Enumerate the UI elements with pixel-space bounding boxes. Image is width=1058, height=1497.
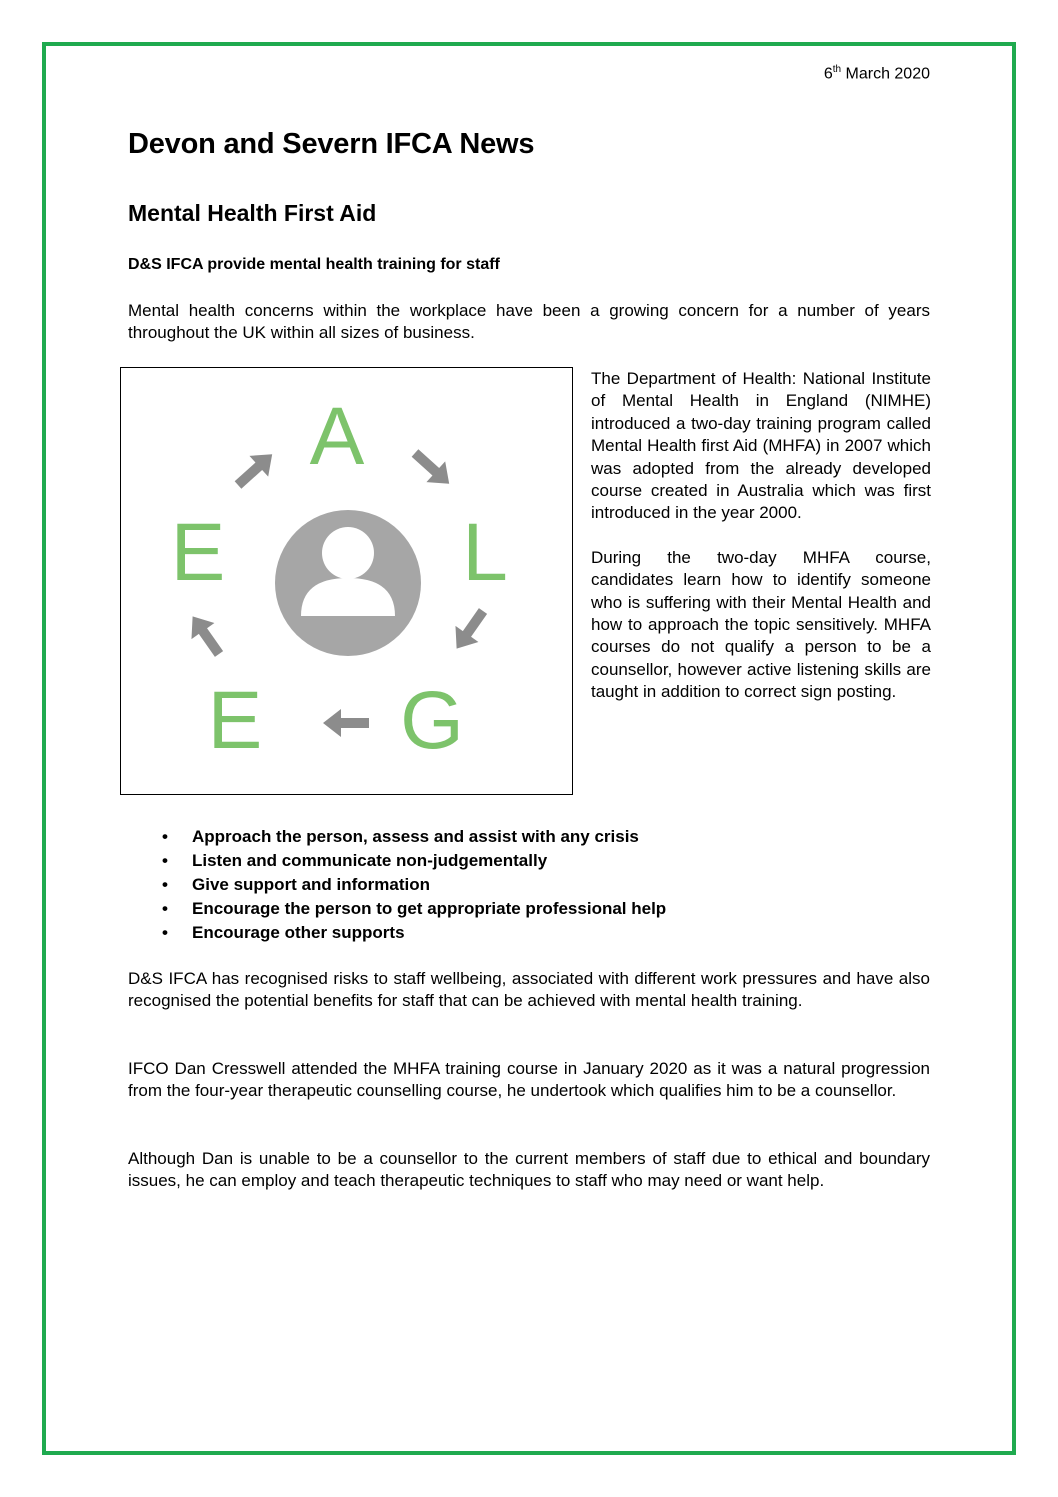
article-title: Mental Health First Aid — [128, 200, 377, 226]
bullet-icon: • — [162, 851, 168, 870]
bullet-item — [150, 873, 666, 897]
bullet-icon: • — [162, 899, 168, 918]
date-day: 6 — [823, 65, 833, 83]
body-paragraph: IFCO Dan Cresswell attended the MHFA training course in January 2020 as it was a natural progression from the four-year therapeutic counselling course, he undertook which qualifies him to be a counsellor. — [128, 1059, 930, 1100]
person-icon — [275, 510, 421, 656]
arrow-icon-left — [181, 608, 230, 662]
bullet-text: Listen and communicate non-judgementally — [192, 851, 548, 870]
bullet-icon: • — [162, 875, 168, 894]
arrow-icon-right — [445, 603, 494, 657]
bullet-text: Encourage the person to get appropriate professional help — [192, 899, 667, 918]
side-paragraph: The Department of Health: National Institute of Mental Health in England (NIMHE) introduced a two-day training program called Mental Health first Aid (MHFA) in 2007 which was adopted from the already developed course created in Australia which was first introduced in the year 2000. — [591, 369, 931, 523]
article-strapline: D&S IFCA provide mental health training for staff — [128, 256, 500, 273]
bullet-text: Encourage other supports — [192, 923, 405, 942]
algee-figure — [120, 367, 573, 795]
side-paragraph: During the two-day MHFA course, candidates learn how to identify someone who is suffering with their Mental Health and how to approach the topic sensitively. MHFA courses do not qualify a person to be a counsellor, however active listening skills are taught in addition to correct sign posting. — [591, 547, 931, 702]
arrow-icon-top-right — [406, 443, 459, 495]
figure-letter-l: L — [462, 507, 508, 598]
date-rest: March 2020 — [841, 65, 930, 83]
body-paragraph: D&S IFCA has recognised risks to staff wellbeing, associated with different work pressures and have also recognised the potential benefits for staff that can be achieved with mental health training. — [128, 969, 930, 1010]
figure-letter-e-bottom: E — [207, 675, 263, 766]
figure-letter-g: G — [400, 675, 464, 766]
arrow-icon-bottom — [323, 709, 369, 737]
bullet-text: Approach the person, assess and assist with any crisis — [192, 827, 639, 846]
bullet-item — [150, 897, 666, 921]
side-column — [591, 368, 931, 726]
bullet-item — [150, 849, 666, 873]
bullet-list — [150, 825, 666, 945]
bullet-item — [150, 921, 666, 945]
intro-paragraph: Mental health concerns within the workplace have been a growing concern for a number of years throughout the UK within all sizes of business. — [128, 301, 930, 342]
bullet-text: Give support and information — [192, 875, 431, 894]
figure-letter-a: A — [309, 391, 365, 482]
newsletter-title: Devon and Severn IFCA News — [128, 128, 535, 160]
bullet-icon: • — [162, 923, 168, 942]
issue-date — [824, 64, 930, 83]
body-paragraph: Although Dan is unable to be a counsellor to the current members of staff due to ethical and boundary issues, he can employ and teach therapeutic techniques to staff who may need or want help. — [128, 1149, 930, 1190]
bullet-icon: • — [162, 827, 168, 846]
date-suffix: th — [832, 64, 842, 75]
arrow-icon-top-left — [229, 444, 282, 496]
figure-letter-e-left: E — [170, 507, 226, 598]
bullet-item — [150, 825, 666, 849]
